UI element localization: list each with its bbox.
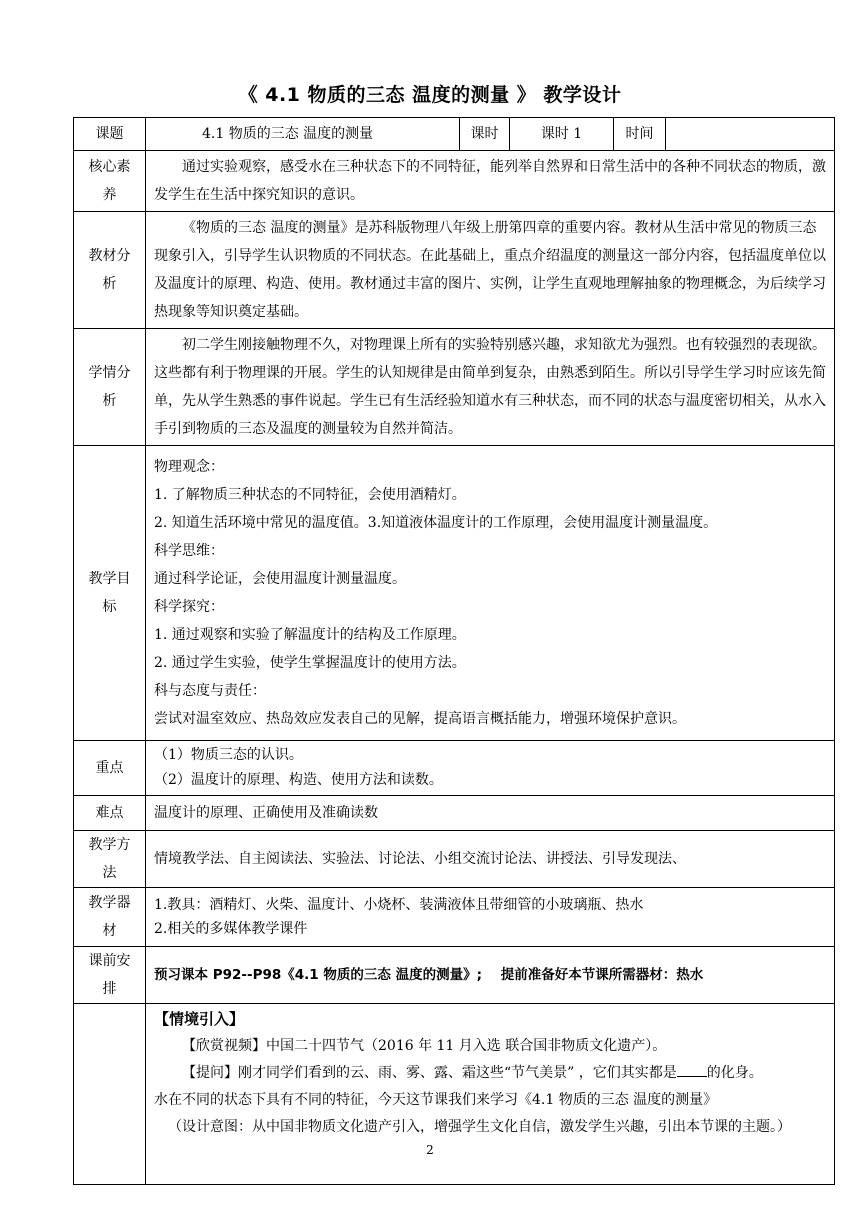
- topic-value: 4.1 物质的三态 温度的测量: [146, 118, 460, 151]
- period-label: 课时: [460, 118, 510, 151]
- equipment-row: [74, 888, 835, 947]
- goals-line: 科学思维：: [154, 543, 224, 559]
- period-value: 课时 1: [510, 118, 614, 151]
- intro-row: [74, 1004, 835, 1185]
- methods-row: [74, 831, 835, 888]
- intro-question-text: 【提问】刚才同学们看到的云、雨、雾、露、霜这些“节气美景” ，它们其实都是: [182, 1065, 677, 1081]
- time-label: 时间: [614, 118, 666, 151]
- preclass-label: 课前安排: [74, 947, 146, 1004]
- methods-text: 情境教学法、自主阅读法、实验法、讨论法、小组交流讨论法、讲授法、引导发现法、: [146, 831, 835, 888]
- topic-label: 课题: [74, 118, 146, 151]
- fill-in-blank: [677, 1060, 707, 1077]
- goals-line: 科学探究：: [154, 599, 224, 615]
- textbook-text: 《物质的三态 温度的测量》是苏科版物理八年级上册第四章的重要内容。教材从生活中常见的物质三态现象引入，引导学生认识物质的不同状态。在此基础上，重点介绍温度的测量这一部分内容，包括温度单位以及温度计的原理、构造、使用。教材通过丰富的图片、实例，让学生直观地理解抽象的物理概念，为后续学习热现象等知识奠定基础。: [154, 220, 826, 320]
- students-label: 学情分析: [74, 329, 146, 446]
- intro-transition: 水在不同的状态下具有不同的特征，今天这节课我们来学习《4.1 物质的三态 温度的测量》: [154, 1092, 718, 1108]
- difficulty-row: [74, 796, 835, 831]
- core-row: [74, 151, 835, 212]
- students-row: [74, 329, 835, 446]
- goals-line: 2. 通过学生实验，使学生掌握温度计的使用方法。: [154, 655, 466, 671]
- textbook-label: 教材分析: [74, 212, 146, 329]
- equipment-item: 2.相关的多媒体教学课件: [154, 921, 308, 937]
- difficulty-label: 难点: [74, 796, 146, 831]
- goals-line: 尝试对温室效应、热岛效应发表自己的见解，提高语言概括能力，增强环境保护意识。: [154, 711, 686, 727]
- time-value: [666, 118, 835, 151]
- key-points-row: [74, 741, 835, 796]
- textbook-row: [74, 212, 835, 329]
- intro-label-cell: [74, 1004, 146, 1185]
- preclass-row: [74, 947, 835, 1004]
- intro-video: 【欣赏视频】中国二十四节气（2016 年 11 月入选 联合国非物质文化遗产）。: [182, 1038, 667, 1054]
- preclass-materials: 提前准备好本节课所需器材：热水: [500, 967, 704, 983]
- goals-line: 1. 通过观察和实验了解温度计的结构及工作原理。: [154, 627, 466, 643]
- key-points-label: 重点: [74, 741, 146, 796]
- methods-label: 教学方法: [74, 831, 146, 888]
- document-title: 《 4.1 物质的三态 温度的测量 》 教学设计: [238, 84, 622, 106]
- intro-design-intent: （设计意图：从中国非物质文化遗产引入，增强学生文化自信，激发学生兴趣，引出本节课的主题。）: [168, 1119, 791, 1135]
- goals-line: 1. 了解物质三种状态的不同特征，会使用酒精灯。: [154, 487, 466, 503]
- equipment-item: 1.教具：酒精灯、火柴、温度计、小烧杯、装满液体且带细管的小玻璃瓶、热水: [154, 897, 644, 913]
- intro-heading: 【情境引入】: [154, 1010, 245, 1028]
- goals-label: 教学目标: [74, 446, 146, 741]
- page-number: 2: [426, 1143, 434, 1157]
- header-row: [74, 118, 835, 151]
- goals-line: 物理观念：: [154, 459, 224, 475]
- students-text: 初二学生刚接触物理不久，对物理课上所有的实验特别感兴趣，求知欲尤为强烈。也有较强烈的表现欲。这些都有利于物理课的开展。学生的认知规律是由简单到复杂，由熟悉到陌生。所以引导学生学习时应该先简单，先从学生熟悉的事件说起。学生已有生活经验知道水有三种状态，而不同的状态与温度密切相关，从水入手引到物质的三态及温度的测量较为自然并简洁。: [154, 337, 826, 437]
- difficulty-text: 温度计的原理、正确使用及准确读数: [146, 796, 835, 831]
- key-point-item: （1）物质三态的认识。: [154, 747, 303, 763]
- goals-line: 通过科学论证，会使用温度计测量温度。: [154, 571, 406, 587]
- equipment-label: 教学器材: [74, 888, 146, 947]
- goals-row: [74, 446, 835, 741]
- core-label: 核心素养: [74, 151, 146, 212]
- key-point-item: （2）温度计的原理、构造、使用方法和读数。: [154, 772, 443, 788]
- goals-line: 科与态度与责任：: [154, 683, 266, 699]
- preclass-preview: 预习课本 P92--P98《4.1 物质的三态 温度的测量》;: [154, 967, 482, 983]
- core-text: 通过实验观察，感受水在三种状态下的不同特征，能列举自然界和日常生活中的各种不同状态的物质，激发学生在生活中探究知识的意识。: [154, 159, 826, 203]
- intro-question: [154, 1060, 826, 1087]
- intro-question-end: 的化身。: [706, 1065, 763, 1081]
- goals-line: 2. 知道生活环境中常见的温度值。3.知道液体温度计的工作原理，会使用温度计测量温度。: [154, 515, 718, 531]
- lesson-plan-table: [73, 117, 835, 1185]
